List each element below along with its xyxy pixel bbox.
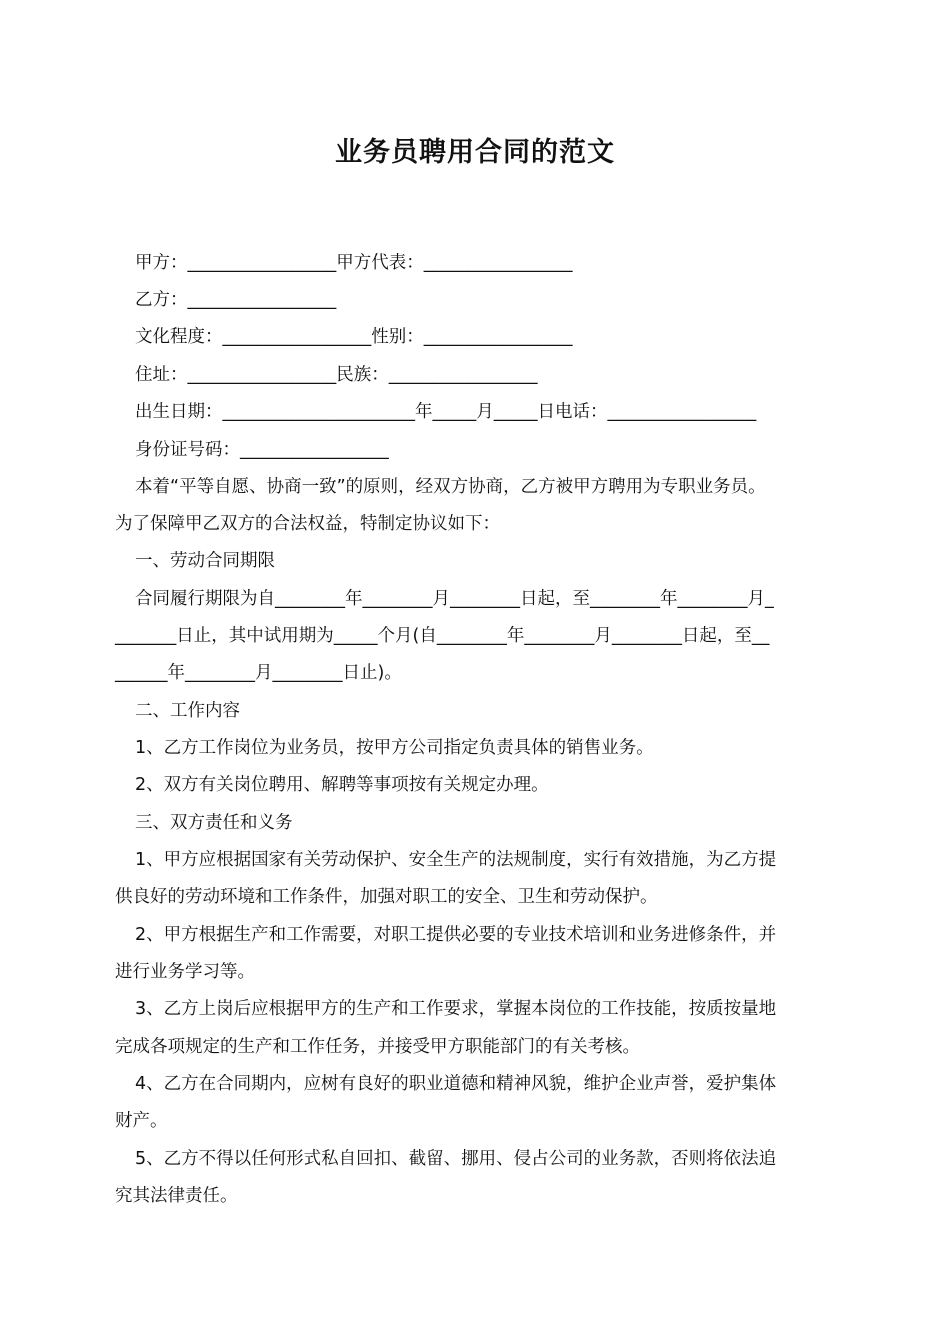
page-title: 业务员聘用合同的范文 [335,137,615,168]
paragraph-line: 3、乙方上岗后应根据甲方的生产和工作要求，掌握本岗位的工作技能，按质按量地 [135,999,777,1019]
paragraph-line: 合同履行期限为自________年________月________日起，至________年________月_ [135,589,774,609]
address-ethnicity-line: 住址：_________________民族：_________________ [135,365,538,385]
paragraph-line: 为了保障甲乙双方的合法权益，特制定协议如下： [115,514,500,534]
paragraph-line: 本着“平等自愿、协商一致”的原则，经双方协商，乙方被甲方聘用为专职业务员。 [135,477,766,497]
paragraph-line: 究其法律责任。 [115,1186,238,1206]
paragraph-line: 5、乙方不得以任何形式私自回扣、截留、挪用、侵占公司的业务款，否则将依法追 [135,1149,777,1169]
party-a-line: 甲方：_________________甲方代表：_________________ [135,253,573,273]
paragraph-line: ______年________月________日止)。 [115,663,402,683]
paragraph-line: 进行业务学习等。 [115,962,255,982]
paragraph-line: 4、乙方在合同期内，应树有良好的职业道德和精神风貌，维护企业声誉，爱护集体 [135,1074,777,1094]
paragraph-line: 1、乙方工作岗位为业务员，按甲方公司指定负责具体的销售业务。 [135,738,654,758]
paragraph-line: 完成各项规定的生产和工作任务，并接受甲方职能部门的有关考核。 [115,1037,640,1057]
id-number-line: 身份证号码：_________________ [135,440,389,460]
birthdate-phone-line: 出生日期：______________________年_____月_____日电话：_________________ [135,402,757,422]
section-heading: 二、工作内容 [135,701,240,721]
paragraph-line: 财产。 [115,1111,168,1131]
paragraph-line: 2、甲方根据生产和工作需要，对职工提供必要的专业技术培训和业务进修条件，并 [135,925,777,945]
paragraph-line: 2、双方有关岗位聘用、解聘等事项按有关规定办理。 [135,775,549,795]
section-heading: 三、双方责任和义务 [135,813,293,833]
party-b-line: 乙方：_________________ [135,290,337,310]
education-gender-line: 文化程度：_________________性别：_________________ [135,327,573,347]
paragraph-line: 1、甲方应根据国家有关劳动保护、安全生产的法规制度，实行有效措施，为乙方提 [135,850,777,870]
section-heading: 一、劳动合同期限 [135,551,275,571]
paragraph-line: _______日止，其中试用期为_____个月(自________年________月________日起，至__ [115,626,770,646]
paragraph-line: 供良好的劳动环境和工作条件，加强对职工的安全、卫生和劳动保护。 [115,887,658,907]
